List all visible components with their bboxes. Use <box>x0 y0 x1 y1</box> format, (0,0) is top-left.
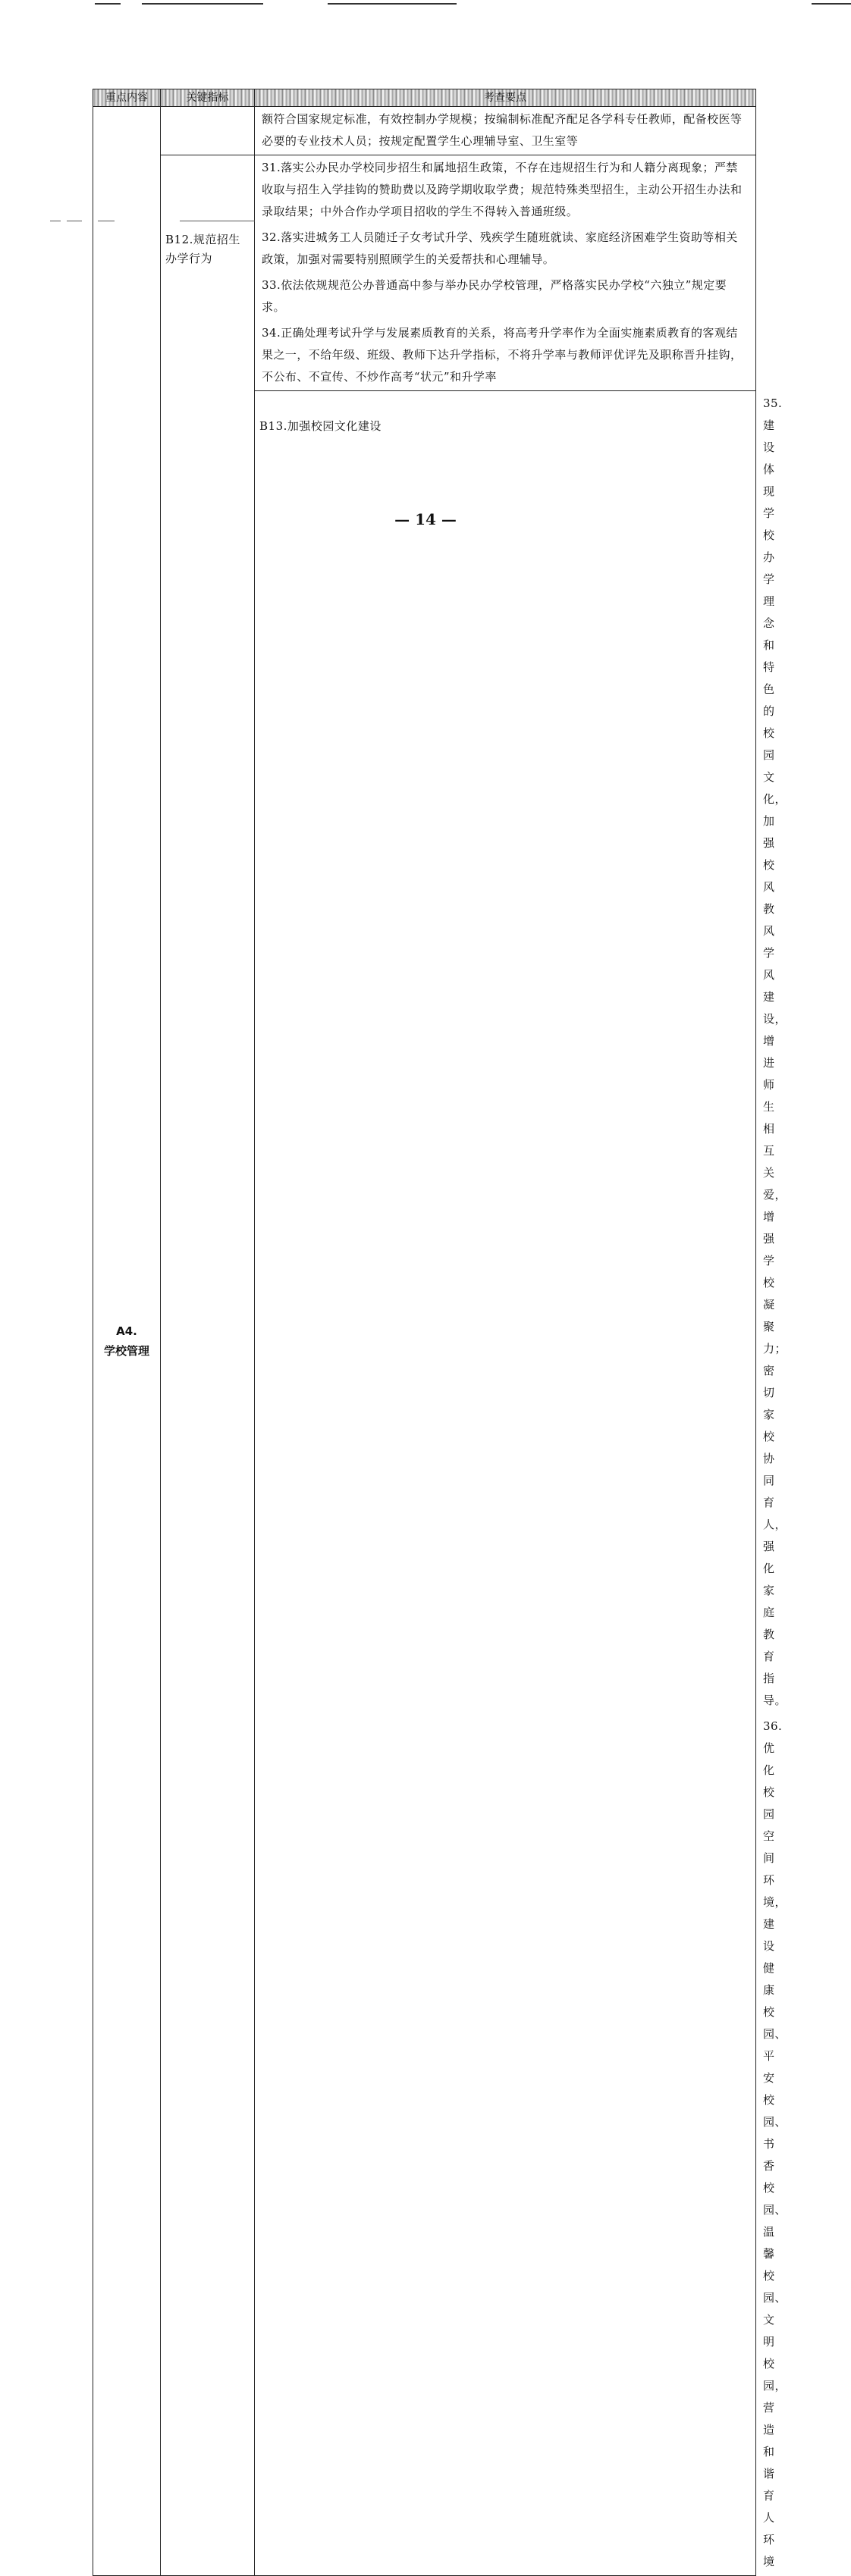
points-cell-b12 <box>255 155 756 391</box>
point-33: 33.依法依规规范公办普通高中参与举办民办学校管理，严格落实民办学校“六独立”规定要求。 <box>262 278 727 314</box>
header-points: 考查要点 <box>255 89 756 107</box>
scan-artifact-line <box>328 3 457 5</box>
focus-area-name: 学校管理 <box>103 1344 149 1358</box>
point-35: 35.建设体现学校办学理念和特色的校园文化，加强校风教风学风建设，增进师生相互关爱，增强学校凝聚力；密切家校协同育人，强化家庭教育指导。 <box>763 396 787 1707</box>
scan-artifact-line <box>142 3 263 5</box>
table-row <box>93 107 756 155</box>
assessment-table <box>93 89 787 2576</box>
point-31: 31.落实公办民办学校同步招生和属地招生政策，不存在违规招生行为和人籍分离现象；严禁收取与招生入学挂钩的赞助费以及跨学期收取学费；规范特殊类型招生，主动公开招生办法和录取结果；中外合作办学项目招收的学生不得转入普通班级。 <box>262 161 743 218</box>
header-focus: 重点内容 <box>93 89 161 107</box>
scan-artifact-line <box>812 3 851 5</box>
empty-indicator-cell <box>161 107 255 155</box>
focus-area-cell <box>93 107 161 2576</box>
focus-area-code: A4. <box>116 1324 137 1338</box>
point-32: 32.落实进城务工人员随迁子女考试升学、残疾学生随班就读、家庭经济困难学生资助等相关政策，加强对需要特别照顾学生的关爱帮扶和心理辅导。 <box>262 230 738 266</box>
top-scan-lines <box>0 0 851 9</box>
point-36: 36.优化校园空间环境，建设健康校园、平安校园、书香校园、温馨校园、文明校园，营造和谐育人环境 <box>763 1719 787 2568</box>
header-indicator: 关键指标 <box>161 89 255 107</box>
page-number: — 14 — <box>394 510 457 528</box>
assessment-table-wrapper <box>93 89 787 2576</box>
indicator-b12: B12.规范招生办学行为 <box>161 155 255 2576</box>
continued-point-text: 额符合国家规定标准，有效控制办学规模；按编制标准配齐配足各学科专任教师，配备校医等必要的专业技术人员；按规定配置学生心理辅导室、卫生室等 <box>262 112 743 148</box>
points-cell-continuation <box>255 107 756 155</box>
table-header-row <box>93 89 756 107</box>
point-34: 34.正确处理考试升学与发展素质教育的关系，将高考升学率作为全面实施素质教育的客观结果之一，不给年级、班级、教师下达升学指标，不将升学率与教师评优评先及职称晋升挂钩，不公布、不宣传、不炒作高考“状元”和升学率 <box>262 326 743 384</box>
indicator-b13: B13.加强校园文化建设 <box>255 391 756 2576</box>
table-row <box>93 155 756 391</box>
scan-artifact-line <box>95 3 121 5</box>
